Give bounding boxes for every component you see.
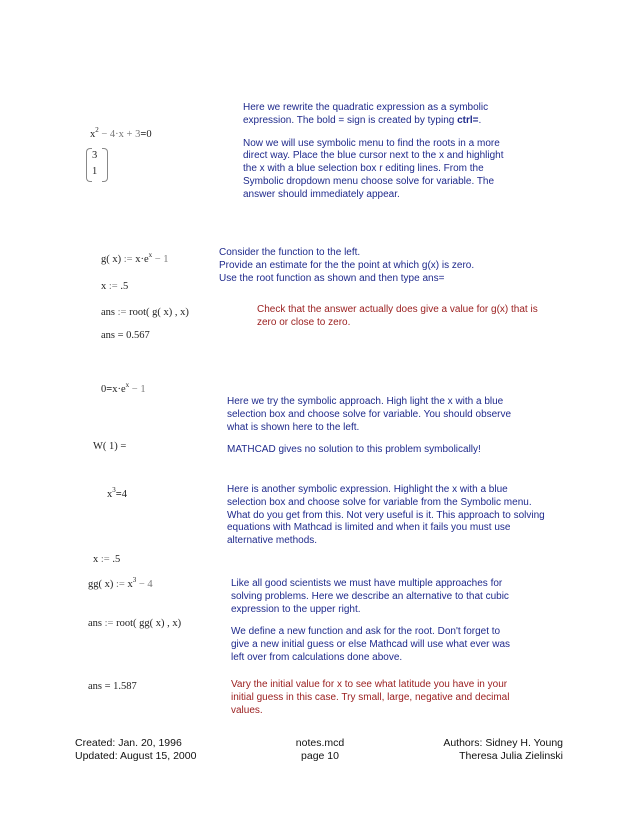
ans-root-definition[interactable]: ans := root( g( x) , x) bbox=[101, 307, 189, 318]
note-symbolic-try bbox=[227, 396, 512, 457]
note-quadratic-p2: Now we will use symbolic menu to find the roots in a more direct way. Place the blue cursor next to the x and highlight the x with a blue selection box r editing lines. From the Symbolic dropdown menu choose solve for variable. The answer should immediately appear. bbox=[243, 137, 504, 200]
note-vary-initial-value: Vary the initial value for x to see what latitude you have in your initial guess in this case. Try small, large, negative and decimal values. bbox=[231, 679, 510, 716]
ans-result[interactable]: ans = 0.567 bbox=[101, 330, 150, 341]
note-consider-function: Consider the function to the left. Provide an estimate for the the point at which g(x) is zero. Use the root function as shown and then type ans= bbox=[219, 247, 475, 284]
note-quadratic-p1: Here we rewrite the quadratic expression as a symbolic expression. The bold = sign is created by typing ctrl=. bbox=[243, 102, 489, 126]
footer-author-1: Authors: Sidney H. Young bbox=[443, 737, 563, 749]
ans-root-definition-2[interactable]: ans := root( gg( x) , x) bbox=[88, 618, 182, 629]
x-initial-guess-2[interactable]: x := .5 bbox=[93, 554, 121, 565]
cubic-equation[interactable]: $x^3=4$ bbox=[107, 486, 127, 500]
x-initial-guess[interactable]: x := .5 bbox=[101, 281, 129, 292]
footer-filename: notes.mcd bbox=[295, 737, 345, 749]
note-symbolic-try-p2: MATHCAD gives no solution to this problem symbolically! bbox=[227, 444, 481, 456]
footer-created: Created: Jan. 20, 1996 bbox=[75, 737, 182, 749]
matrix-right-bracket bbox=[102, 148, 108, 182]
note-another-symbolic: Here is another symbolic expression. Highlight the x with a blue selection box and choose solve for variable from the Symbolic menu. What do you get from this. Not very useful is it. This approach to solving equations with Mathcad is limited and when it fails you must use alternative methods. bbox=[227, 484, 545, 547]
matrix-cell: 3 bbox=[92, 150, 98, 161]
quadratic-expression[interactable]: $x^2 - 4\cdot x + 3=0$ bbox=[90, 126, 152, 140]
note-symbolic-try-p1: Here we try the symbolic approach. High light the x with a blue selection box and choose solve for variable. You should observe what is shown here to the left. bbox=[227, 396, 512, 433]
footer-page-number: page 10 bbox=[301, 750, 339, 762]
g-function-definition[interactable]: g( x) := $x\cdot e^x - 1$ bbox=[101, 251, 169, 265]
ans-result-2[interactable]: ans = 1.587 bbox=[88, 681, 137, 692]
footer-authors bbox=[420, 737, 563, 763]
footer-author-2: Theresa Julia Zielinski bbox=[459, 750, 563, 762]
footer-dates bbox=[75, 737, 196, 763]
footer-updated: Updated: August 15, 2000 bbox=[75, 750, 197, 762]
note-multiple-approaches-p2: We define a new function and ask for the root. Don't forget to give a new initial guess or else Mathcad will use what ever was left over from calculations done above. bbox=[231, 626, 511, 663]
lambert-w-result[interactable]: W( 1) = bbox=[93, 441, 127, 452]
gg-function-definition[interactable]: gg( x) := $x^3 - 4$ bbox=[88, 576, 153, 590]
note-quadratic bbox=[243, 102, 513, 202]
matrix-cell: 1 bbox=[92, 166, 98, 177]
note-multiple-approaches bbox=[231, 578, 521, 665]
footer-file-info bbox=[280, 737, 360, 763]
note-multiple-approaches-p1: Like all good scientists we must have multiple approaches for solving problems. Here we describe an alternative to that cubic expression to the upper right. bbox=[231, 578, 509, 615]
roots-matrix bbox=[86, 148, 110, 182]
symbolic-equation[interactable]: $0=x\cdot e^x - 1$ bbox=[101, 381, 146, 395]
note-check-answer: Check that the answer actually does give a value for g(x) that is zero or close to zero. bbox=[257, 304, 538, 328]
